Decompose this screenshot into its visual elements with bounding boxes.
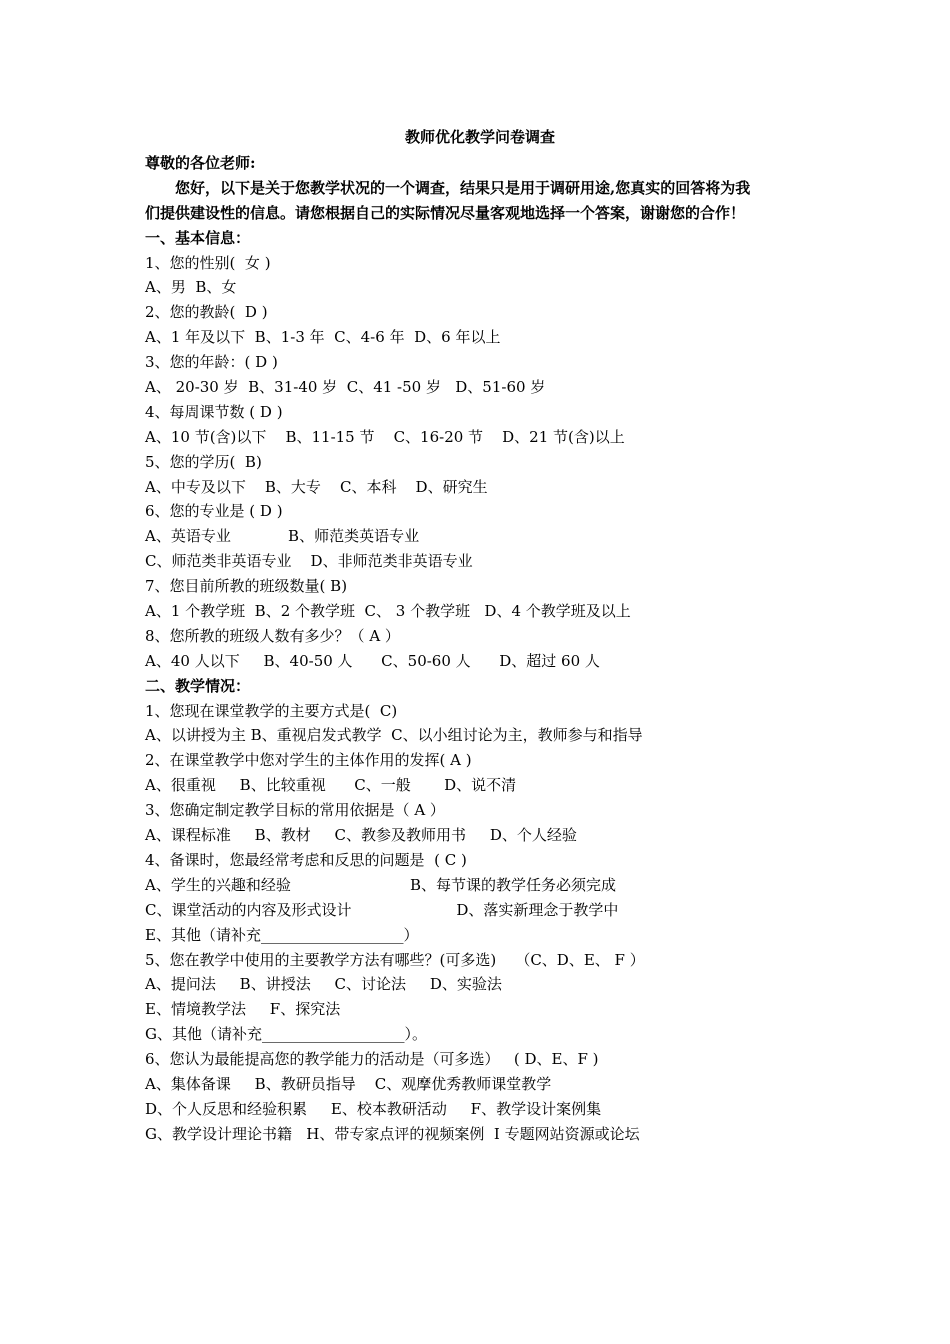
question-line: 6、您的专业是 ( D ) [145,502,283,521]
section-teaching [145,699,815,1147]
question-line: 5、您在教学中使用的主要教学方法有哪些？(可多选) （C、D、E、 F ） [145,950,645,969]
options-line: C、师范类非英语专业 D、非师范类非英语专业 [145,552,473,571]
question-line: 5、您的学历( B) [145,452,262,471]
question-line: 2、您的教龄( D ) [145,303,268,322]
section-heading-basic-info: 一、基本信息： [145,228,251,247]
options-line: A、 20-30 岁 B、31-40 岁 C、41 -50 岁 D、51-60 岁 [145,378,546,397]
options-line: A、以讲授为主 B、重视启发式教学 C、以小组讨论为主，教师参与和指导 [145,726,643,745]
question-line: 7、您目前所教的班级数量( B) [145,577,348,596]
options-line: A、男 B、女 [145,278,237,297]
options-line: D、个人反思和经验积累 E、校本教研活动 F、教学设计案例集 [145,1099,602,1118]
question-line: 6、您认为最能提高您的教学能力的活动是（可多选） ( D、E、F ) [145,1050,599,1069]
section-basic-info [145,251,815,674]
options-line: E、其他（请补充___________________） [145,925,419,944]
question-line: 2、在课堂教学中您对学生的主体作用的发挥( A ) [145,751,472,770]
question-line: 4、每周课节数 ( D ) [145,402,283,421]
options-line: A、集体备课 B、教研员指导 C、观摩优秀教师课堂教学 [145,1074,552,1093]
options-line: A、很重视 B、比较重视 C、一般 D、说不清 [145,776,517,795]
options-line: A、10 节(含)以下 B、11-15 节 C、16-20 节 D、21 节(含)以上 [145,427,625,446]
document-page [145,124,815,1147]
options-line: A、提问法 B、讲授法 C、讨论法 D、实验法 [145,975,502,994]
question-line: 4、备课时，您最经常考虑和反思的问题是 ( C ) [145,850,467,869]
question-line: 3、您的年龄：( D ) [145,353,278,372]
options-line: A、1 个教学班 B、2 个教学班 C、 3 个教学班 D、4 个教学班及以上 [145,602,631,621]
greeting: 尊敬的各位老师: [145,154,256,172]
question-line: 1、您现在课堂教学的主要方式是( C) [145,701,398,720]
options-line: A、40 人以下 B、40-50 人 C、50-60 人 D、超过 60 人 [145,651,600,670]
options-line: A、中专及以下 B、大专 C、本科 D、研究生 [145,477,488,496]
options-line: A、学生的兴趣和经验 B、每节课的教学任务必须完成 [145,875,617,894]
options-line: G、其他（请补充___________________）。 [145,1025,427,1044]
question-line: 3、您确定制定教学目标的常用依据是（ A ） [145,801,445,820]
intro-line-2: 们提供建设性的信息。请您根据自己的实际情况尽量客观地选择一个答案，谢谢您的合作！ [145,203,746,222]
options-line: A、英语专业 B、师范类英语专业 [145,527,420,546]
options-line: E、情境教学法 F、探究法 [145,1000,341,1019]
section-heading-teaching: 二、教学情况： [145,676,251,695]
options-line: A、课程标准 B、教材 C、教参及教师用书 D、个人经验 [145,826,577,845]
intro-line-1: 您好，以下是关于您教学状况的一个调查，结果只是用于调研用途,您真实的回答将为我 [175,178,751,197]
options-line: A、1 年及以下 B、1-3 年 C、4-6 年 D、6 年以上 [145,328,501,347]
options-line: G、教学设计理论书籍 H、带专家点评的视频案例 I 专题网站资源或论坛 [145,1124,640,1143]
question-line: 8、您所教的班级人数有多少？（ A ） [145,626,400,645]
page-title: 教师优化教学问卷调查 [404,128,555,146]
options-line: C、课堂活动的内容及形式设计 D、落实新理念于教学中 [145,900,619,919]
question-line: 1、您的性别( 女 ) [145,253,271,272]
